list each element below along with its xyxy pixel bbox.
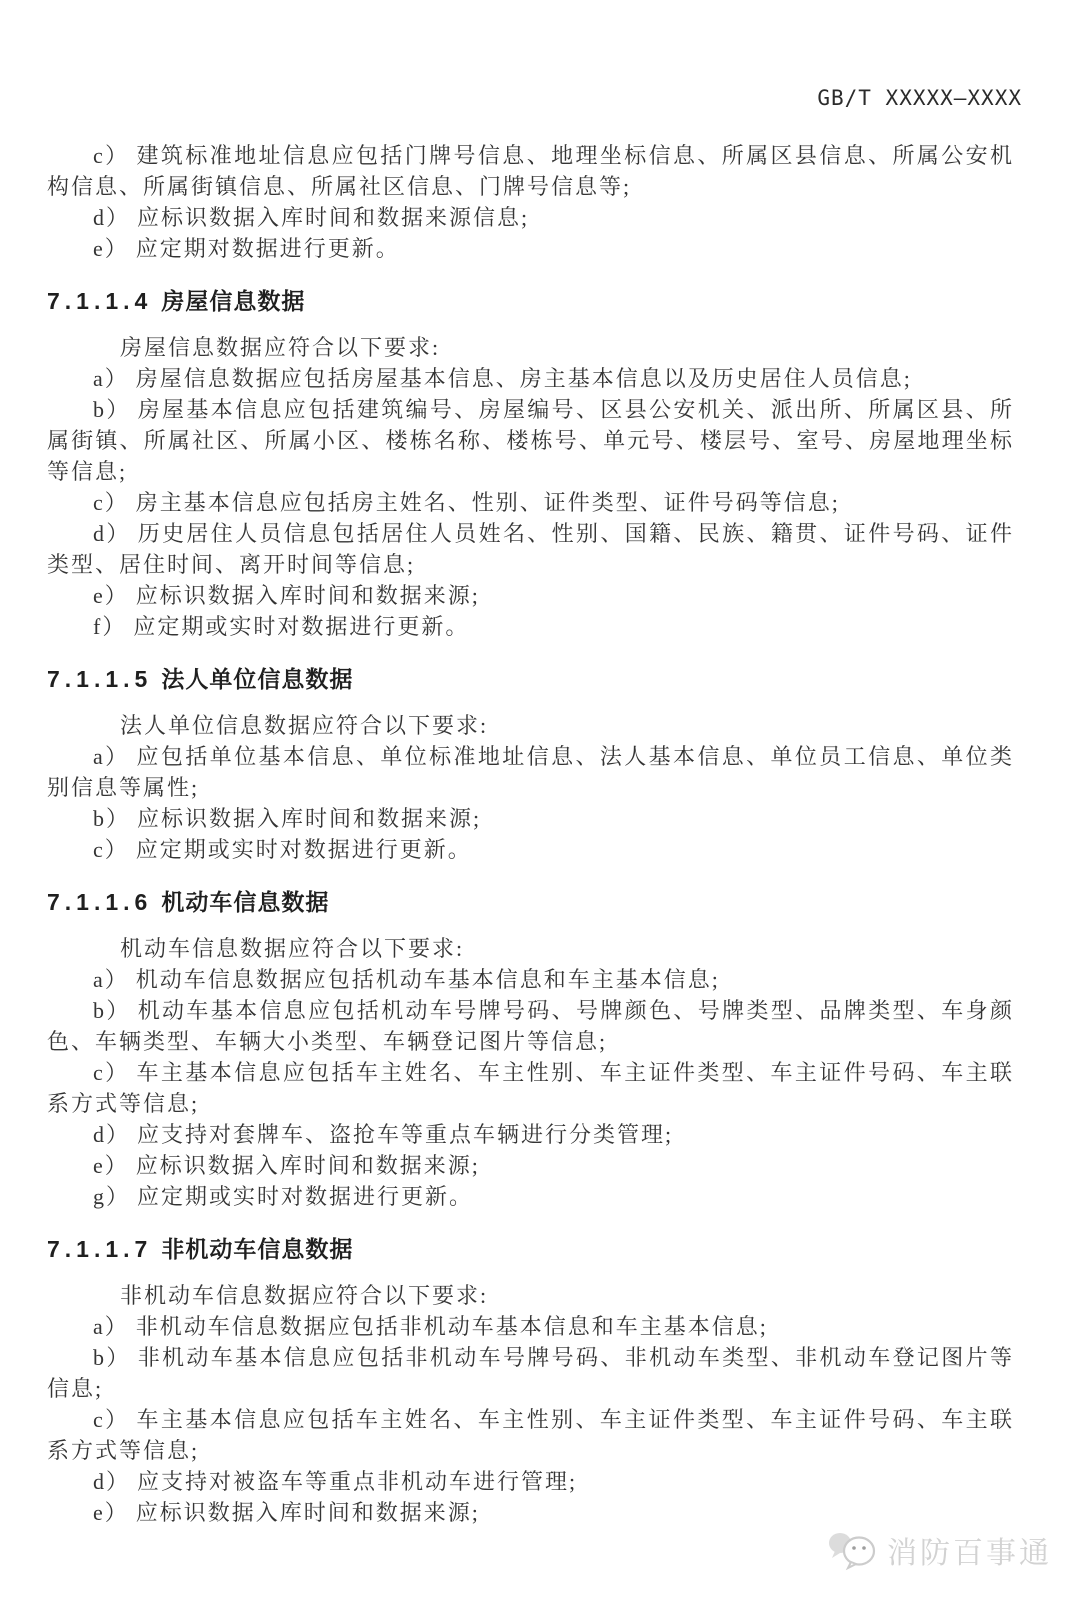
item-marker: e） [93, 1153, 129, 1178]
section-intro: 法人单位信息数据应符合以下要求: [120, 713, 489, 738]
list-item [47, 394, 1014, 487]
item-marker: c） [93, 837, 129, 862]
list-item [47, 803, 1014, 834]
item-text: 非机动车基本信息应包括非机动车号牌号码、非机动车类型、非机动车登记图片等信息; [47, 1345, 1014, 1401]
item-text: 应标识数据入库时间和数据来源信息; [137, 205, 530, 230]
list-item [47, 1404, 1014, 1466]
item-text: 机动车基本信息应包括机动车号牌号码、号牌颜色、号牌类型、品牌类型、车身颜色、车辆类型、车辆大小类型、车辆登记图片等信息; [47, 998, 1014, 1054]
list-item [47, 487, 1014, 518]
item-marker: b） [93, 397, 131, 422]
item-text: 房屋信息数据应包括房屋基本信息、房主基本信息以及历史居住人员信息; [135, 366, 912, 391]
item-text: 非机动车信息数据应包括非机动车基本信息和车主基本信息; [135, 1314, 768, 1339]
section-heading [47, 1234, 1014, 1265]
item-text: 应定期或实时对数据进行更新。 [137, 1184, 474, 1209]
standard-code: GB/T XXXXX—XXXX [817, 86, 1022, 110]
item-text: 车主基本信息应包括车主姓名、车主性别、车主证件类型、车主证件号码、车主联系方式等信息; [47, 1060, 1014, 1116]
section-title-text: 房屋信息数据 [161, 288, 306, 314]
list-item [47, 1342, 1014, 1404]
item-text: 应包括单位基本信息、单位标准地址信息、法人基本信息、单位员工信息、单位类别信息等属性; [47, 744, 1014, 800]
list-item [47, 202, 1014, 233]
list-item [47, 1150, 1014, 1181]
item-marker: a） [93, 1314, 129, 1339]
item-text: 应标识数据入库时间和数据来源; [137, 806, 482, 831]
section-intro: 房屋信息数据应符合以下要求: [120, 335, 441, 360]
section-heading [47, 664, 1014, 695]
list-item [47, 611, 1014, 642]
item-marker: e） [93, 1500, 129, 1525]
list-item [47, 1497, 1014, 1528]
list-item [47, 1057, 1014, 1119]
document-content [47, 140, 1014, 1528]
item-text: 应定期或实时对数据进行更新。 [133, 614, 470, 639]
item-marker: d） [93, 205, 131, 230]
item-marker: c） [93, 143, 130, 168]
item-marker: c） [93, 1060, 130, 1085]
item-text: 应定期对数据进行更新。 [135, 236, 400, 261]
list-item [47, 580, 1014, 611]
item-text: 房主基本信息应包括房主姓名、性别、证件类型、证件号码等信息; [135, 490, 840, 515]
item-marker: c） [93, 1407, 130, 1432]
item-marker: b） [93, 1345, 131, 1370]
item-text: 应标识数据入库时间和数据来源; [135, 583, 480, 608]
item-marker: d） [93, 521, 131, 546]
item-text: 车主基本信息应包括车主姓名、车主性别、车主证件类型、车主证件号码、车主联系方式等信息; [47, 1407, 1014, 1463]
list-item [47, 1311, 1014, 1342]
section-intro: 非机动车信息数据应符合以下要求: [120, 1283, 489, 1308]
item-marker: g） [93, 1184, 131, 1209]
section-heading [47, 286, 1014, 317]
section-title-text: 非机动车信息数据 [161, 1236, 354, 1262]
section-number: 7.1.1.4 [47, 288, 153, 314]
section-number: 7.1.1.5 [47, 666, 153, 692]
list-item [47, 741, 1014, 803]
item-marker: e） [93, 583, 129, 608]
item-marker: b） [93, 806, 131, 831]
item-text: 应标识数据入库时间和数据来源; [135, 1153, 480, 1178]
section-title-text: 机动车信息数据 [161, 889, 330, 915]
item-text: 机动车信息数据应包括机动车基本信息和车主基本信息; [135, 967, 720, 992]
list-item [47, 140, 1014, 202]
section-number: 7.1.1.6 [47, 889, 153, 915]
list-item [47, 834, 1014, 865]
section-number: 7.1.1.7 [47, 1236, 153, 1262]
item-text: 历史居住人员信息包括居住人员姓名、性别、国籍、民族、籍贯、证件号码、证件类型、居住时间、离开时间等信息; [47, 521, 1014, 577]
list-item [47, 995, 1014, 1057]
item-marker: a） [93, 967, 129, 992]
item-marker: f） [93, 614, 127, 639]
list-item [47, 1466, 1014, 1497]
list-item [47, 233, 1014, 264]
item-text: 房屋基本信息应包括建筑编号、房屋编号、区县公安机关、派出所、所属区县、所属街镇、所属社区、所属小区、楼栋名称、楼栋号、单元号、楼层号、室号、房屋地理坐标等信息; [47, 397, 1014, 484]
watermark-text: 消防百事通 [887, 1537, 1052, 1570]
section-intro: 机动车信息数据应符合以下要求: [120, 936, 465, 961]
list-item [47, 518, 1014, 580]
item-marker: e） [93, 236, 129, 261]
item-marker: b） [93, 998, 131, 1023]
list-item [47, 363, 1014, 394]
item-text: 应标识数据入库时间和数据来源; [135, 1500, 480, 1525]
item-text: 应定期或实时对数据进行更新。 [135, 837, 472, 862]
item-text: 建筑标准地址信息应包括门牌号信息、地理坐标信息、所属区县信息、所属公安机构信息、所属街镇信息、所属社区信息、门牌号信息等; [47, 143, 1014, 199]
section-heading [47, 887, 1014, 918]
item-marker: d） [93, 1469, 131, 1494]
item-marker: c） [93, 490, 129, 515]
section-title-text: 法人单位信息数据 [161, 666, 354, 692]
item-marker: a） [93, 744, 130, 769]
item-text: 应支持对套牌车、盗抢车等重点车辆进行分类管理; [137, 1122, 674, 1147]
chat-bubbles-icon [827, 1529, 879, 1571]
watermark [827, 1528, 1052, 1572]
item-marker: d） [93, 1122, 131, 1147]
list-item [47, 964, 1014, 995]
item-text: 应支持对被盗车等重点非机动车进行管理; [137, 1469, 578, 1494]
item-marker: a） [93, 366, 129, 391]
list-item [47, 1181, 1014, 1212]
list-item [47, 1119, 1014, 1150]
